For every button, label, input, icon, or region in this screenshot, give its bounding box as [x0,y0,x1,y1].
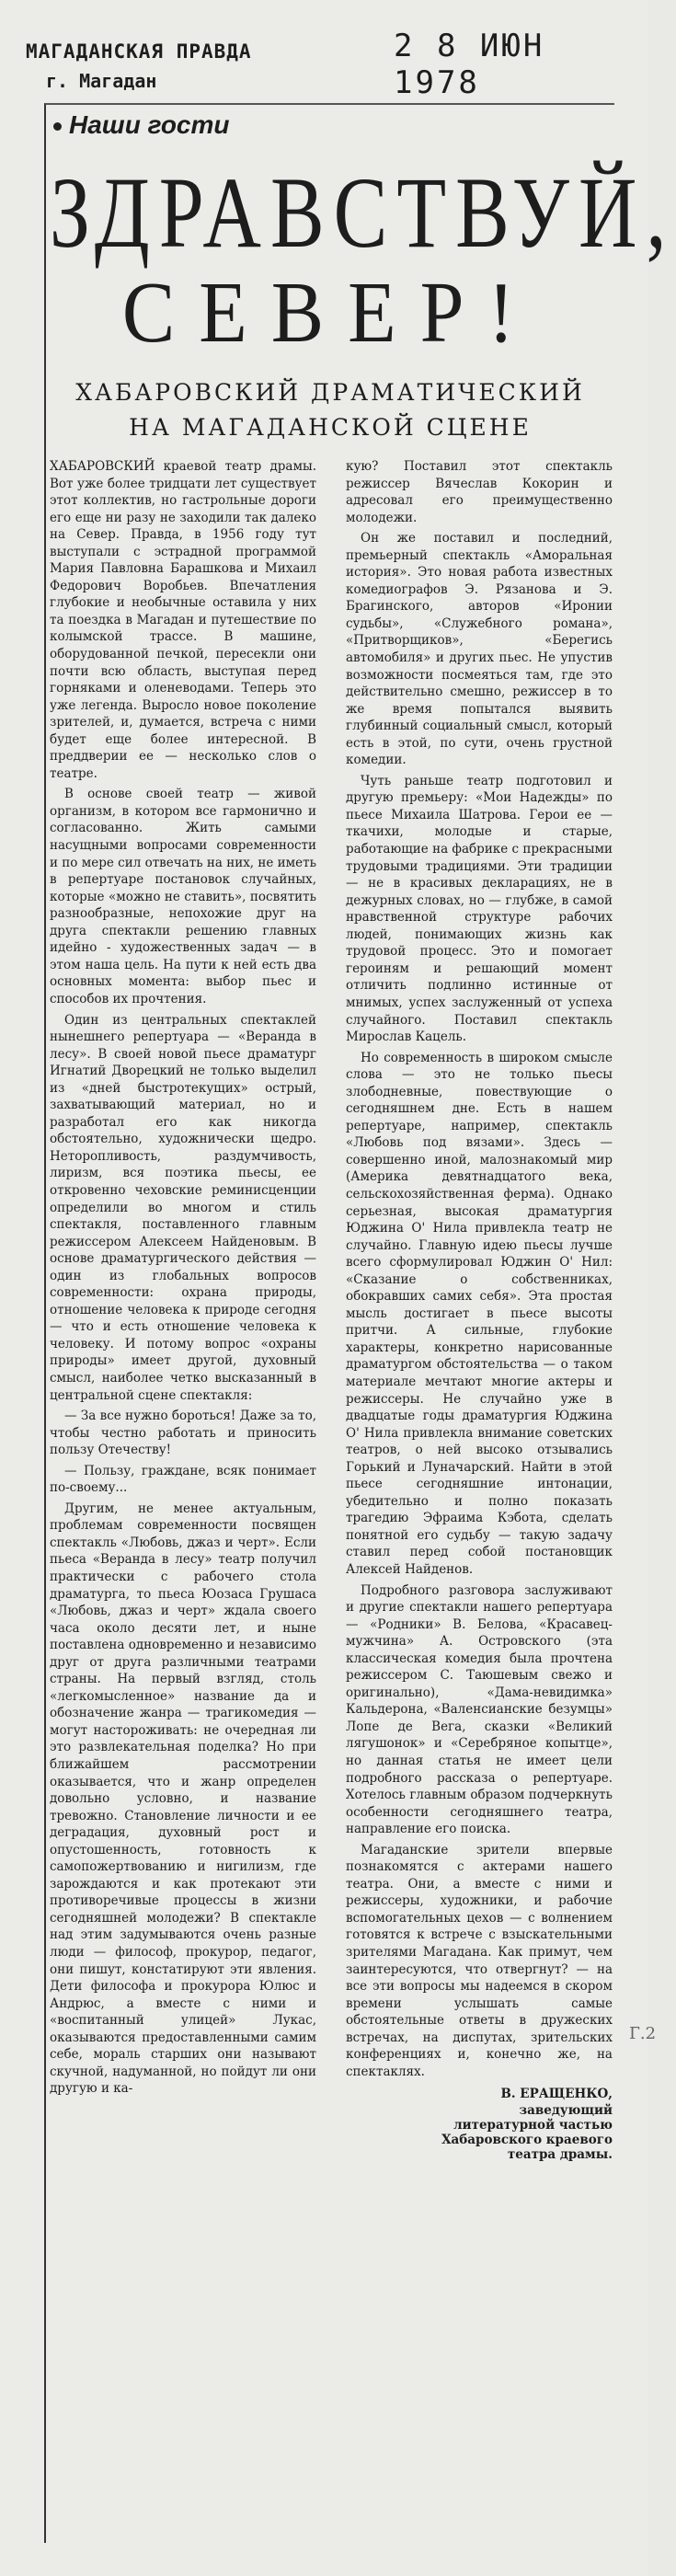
paragraph: Чуть раньше театр подготовил и другую премьеру: «Мои Надежды» по пьесе Михаила Шатрова. Герои ее — ткачихи, молодые и старые, работающие на фабрике с прекрасными трудовыми традициями. Эти традиции — не в красивых декларациях, не в дежурных словах, но — глубже, в самой нравственной структуре рабочих людей, понимающих жизнь как трудовой процесс. Это и помогает героиням и решающий момент отличить подлинно истинные от мнимых, успех заслуженный от успеха случайного. Поставил спектакль Мирослав Кацель. [346,773,613,1045]
newspaper-city: г. Магадан [46,70,157,92]
rubric-label: Наши гости [69,110,230,139]
author-name: В. ЕРАЩЕНКО, [500,2087,613,2102]
paragraph: ХАБАРОВСКИЙ краевой театр драмы. Вот уже более тридцати лет существует этот коллектив, но гастрольные дороги его еще ни разу не заходили так далеко на Север. Правда, в 1956 году тут выступали с эстрадной программой Мария Павловна Барашкова и Михаил Федорович Воробьев. Впечатления глубокие и необычные оставила у них та поездка в Магадан и путешествие по колымской трассе. В машине, оборудованной печкой, пересекли они почти всю область, выступая перед горняками и оленеводами. Теперь это уже легенда. Выросло новое поколение зрителей, и, думается, встреча с ними будет еще более интересной. В преддверии ее — несколько слов о театре. [50,459,316,781]
rubric [53,110,230,140]
paragraph: Один из центральных спектаклей нынешнего репертуара — «Веранда в лесу». В своей новой пьесе драматург Игнатий Дворецкий не только выделил из «дней быстротекущих» острый, захватывающий материал, но и разработал его как никогда обстоятельно, художнически щедро. Неторопливость, раздумчивость, лиризм, вся поэтика пьесы, ее откровенно чеховские реминисценции определили во многом и стиль спектакля, поставленного главным режиссером Алексеем Найденовым. В основе драматургического действия — один из глобальных вопросов современности: охрана природы, отношение человека к природе сегодня — что и есть отношение человека к человеку. И потому вопрос «охраны природы» имеет другой, духовный смысл, наиболее четко высказанный в центральной сцене спектакля: [50,1012,316,1403]
author-role-3: Хабаровского краевого [441,2132,613,2147]
subheadline-line-2: НА МАГАДАНСКОЙ СЦЕНЕ [129,414,532,441]
author-role-1: заведующий [519,2102,613,2118]
paragraph: — За все нужно бороться! Даже за то, чтобы честно работать и приносить пользу Отечеству! [50,1409,316,1458]
paragraph: Другим, не менее актуальным, проблемам современности посвящен спектакль «Любовь, джаз и черт». Если пьеса «Веранда в лесу» театр получил практически с рабочего стола драматурга, то пьеса Юозаса Грушаса «Любовь, джаз и черт» ждала своего часа около десяти лет, и ныне поставлена одновременно и независимо друг от друга различными театрами страны. На первый взгляд, столь «легкомысленное» название да и обозначение жанра — трагикомедия — могут настороживать: не очередная ли это развлекательная поделка? Но при ближайшем рассмотрении оказывается, что и жанр определен довольно условно, и название тревожно. Становление личности и ее деградация, духовный рост и опустошенность, готовность к самопожертвованию и нигилизм, где зарождаются и как протекают эти противоречивые процессы в жизни сегодняшней молодежи? В спектакле над этим задумываются очень разные люди — философ, прокурор, педагог, они пишут, констатируют эти явления. Дети философа и прокурора Юлюс и Андрюс, а вместе с ними и «воспитанный улицей» Лукас, оказываются предоставленными самим себе, мораль старших они называют скучной, надуманной, но пойдут ли они другую и ка- [50,1501,316,2097]
paragraph: Он же поставил и последний, премьерный спектакль «Аморальная история». Это новая работа известных комедиографов Э. Рязанова и Э. Брагинского, авторов «Иронии судьбы», «Служебного романа», «Притворщиков», «Берегись автомобиля» и других пьес. Не упустив возможности посмеяться там, где это действительно смешно, режиссер в то же время попытался выявить глубинный социальный смысл, который есть в этой, по сути, очень грустной комедии. [346,531,613,768]
margin-mark: Г.2 [629,2024,657,2043]
left-column [50,458,316,2101]
paragraph: В основе своей театр — живой организм, в котором все гармонично и согласованно. Жить самыми насущными вопросами современности и по мере сил отвечать на них, не иметь в репертуаре постановок случайных, которые «можно не ставить», посвятить разнообразные, непохожие друг на друга спектакли решению главных идейно - художественных задач — в этом наша цель. На пути к ней есть два основных момента: выбор пьес и способов их прочтения. [50,787,316,1006]
paragraph: — Пользу, граждане, всяк понимает по-своему... [50,1463,316,1496]
bullet-icon [53,122,62,131]
newspaper-name: МАГАДАНСКАЯ ПРАВДА [26,40,252,63]
paragraph: Подробного разговора заслуживают и другие спектакли нашего репертуара — «Родники» В. Белова, «Красавец-мужчина» А. Островского (эта классическая комедия была прочтена режиссером С. Таюшевым свежо и оригинально), «Дама-невидимка» Кальдерона, «Валенсианские безумцы» Лопе де Вега, сказки «Великий лягушонок» и «Серебряное копытце», но данная статья не имеет цели подробного рассказа о репертуаре. Хотелось главным образом подчеркнуть особенности сегодняшнего театра, направление его поиска. [346,1582,613,1837]
headline-line-2: СЕВЕР! [121,263,539,362]
paragraph: Но современность в широком смысле слова — это не только пьесы злободневные, повествующие о сегодняшнем дне. Есть в нашем репертуаре, например, спектакль «Любовь под вязами». Здесь — совершенно иной, малознакомый мир (Америка девятнадцатого века, сельскохозяйственная ферма). Однако серьезная, высокая драматургия Юджина О' Нила привлекла театр не случайно. Главную идею пьесы лучше всего сформулировал Юджин О' Нил: «Сказание о собственниках, обокравших самих себя». Эта простая мысль достигает в пьесе высоты притчи. А сильные, глубокие характеры, конкретно нарисованные драматургом обстоятельства — о таком материале мечтают многие актеры и режиссеры. Не случайно уже в двадцатые годы драматургия Юджина О' Нила привлекла внимание советских театров, о ней высоко отзывались Горький и Луначарский. Найти в этой пьесе сегодняшние интонации, убедительно и полно показать трагедию Эфраима Кэбота, сделать понятной его судьбу — такую задачу ставил перед собой постановщик Алексей Найденов. [346,1050,613,1577]
headline-line-1: ЗДРАВСТВУЙ, [50,157,676,270]
author-role-4: театра драмы. [507,2146,613,2162]
paragraph: кую? Поставил этот спектакль режиссер Вячеслав Кокорин и адресовал его преимущественно молодежи. [346,459,613,525]
right-column [346,458,613,2162]
paragraph: Магаданские зрители впервые познакомятся с актерами нашего театра. Они, а вместе с ними и режиссеры, художники, и рабочие вспомогательных цехов — с волнением готовятся к встрече с взыскательными зрителями Магадана. Как примут, чем заинтересуются, что отвергнут? — на все эти вопросы мы надеемся в скором времени услышать самые обстоятельные ответы в дружеских встречах, на диспутах, зрительских конференциях и, конечно же, на спектаклях. [346,1842,613,2079]
date-stamp: 2 8 ИЮН 1978 [394,28,545,101]
author-role-2: литературной частью [453,2117,613,2133]
subheadline-line-1: ХАБАРОВСКИЙ ДРАМАТИЧЕСКИЙ [75,379,585,406]
clipping-header [26,28,624,110]
